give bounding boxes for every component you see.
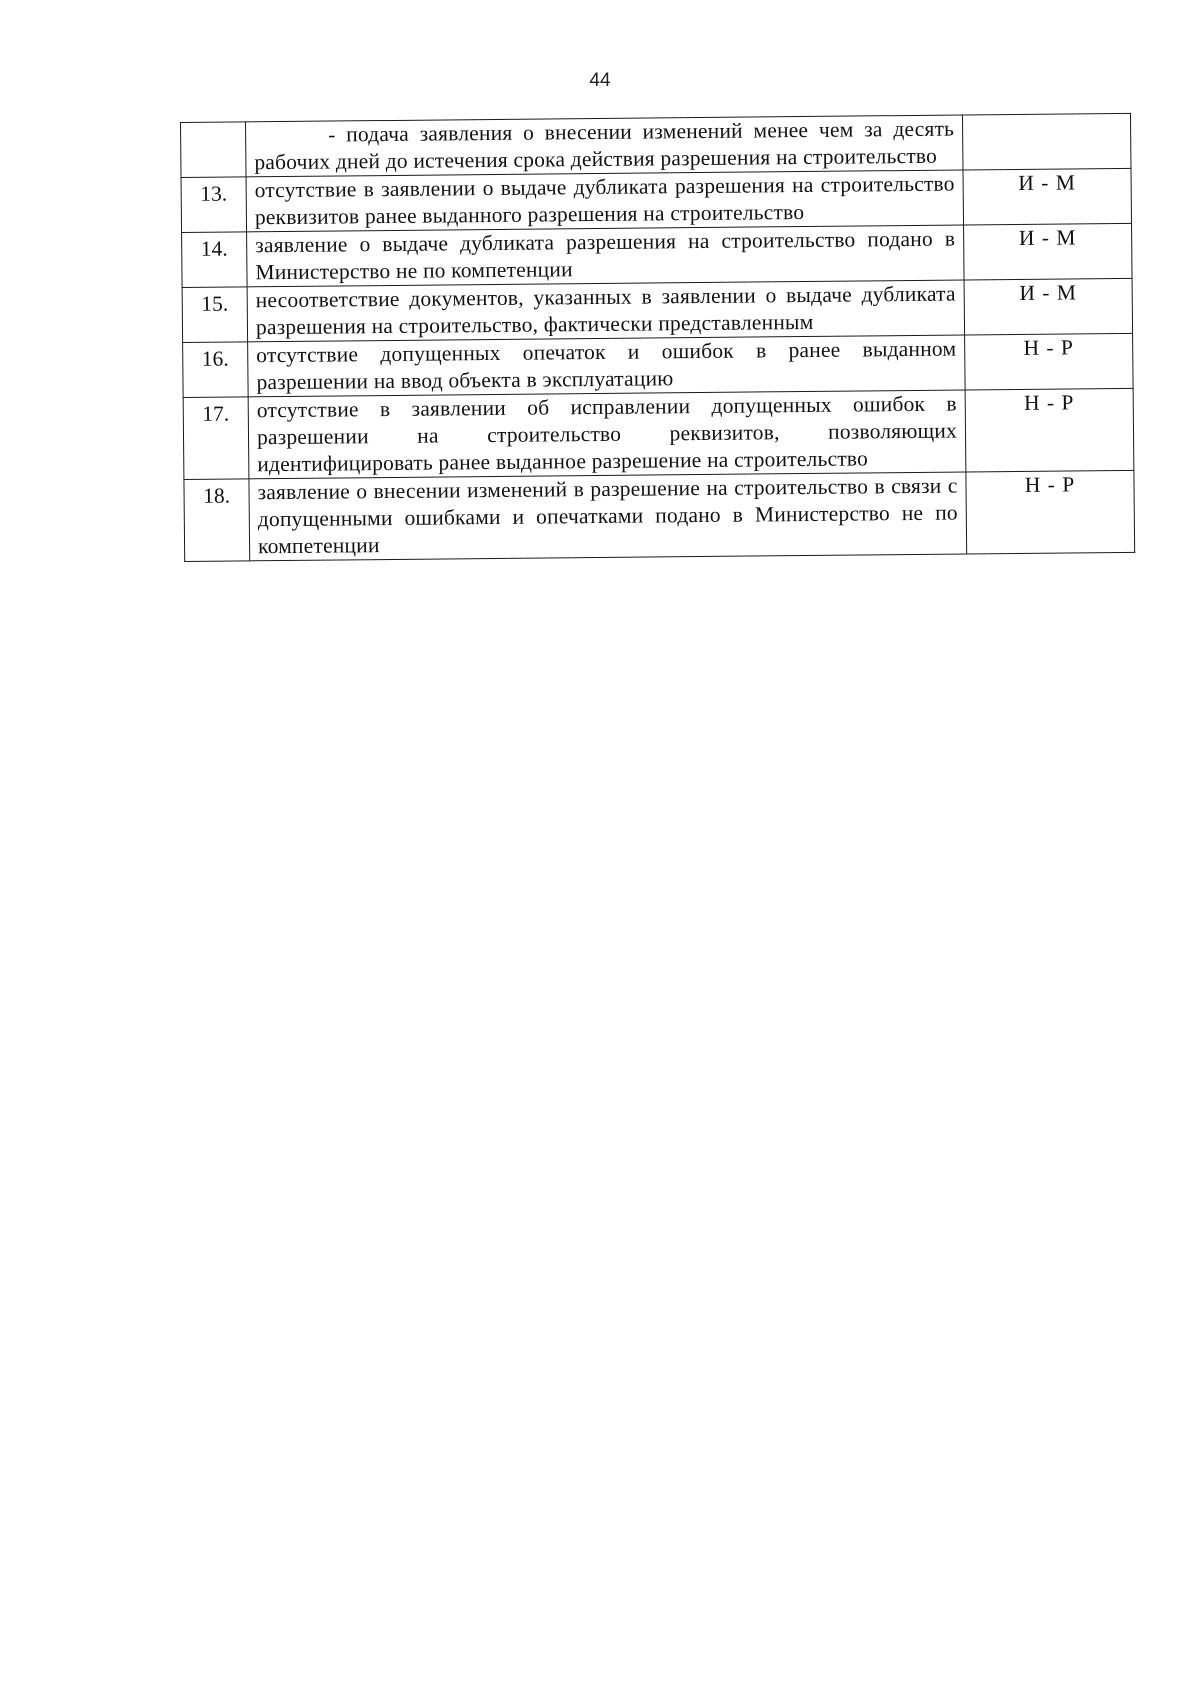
row-code: Н - Р (965, 333, 1134, 390)
table-row (183, 333, 1133, 397)
row-description: отсутствие допущенных опечаток и ошибок в ранее выданном разрешении на ввод объекта в эксплуатацию (248, 335, 965, 397)
row-number: 14. (182, 232, 248, 288)
row-number: 13. (181, 177, 247, 233)
row-number: 17. (183, 397, 249, 480)
row-description: отсутствие в заявлении о выдаче дубликата разрешения на строительство реквизитов ранее выданного разрешения на строительство (246, 170, 963, 232)
table-row (181, 113, 1131, 177)
row-code: Н - Р (965, 388, 1134, 472)
row-number: 18. (184, 479, 250, 562)
row-description: заявление о выдаче дубликата разрешения на строительство подано в Министерство не по компетенции (247, 225, 964, 287)
row-description: несоответствие документов, указанных в заявлении о выдаче дубликата разрешения на строительство, фактически представленным (247, 280, 964, 342)
table-row (183, 388, 1134, 479)
table-row (182, 223, 1132, 287)
document-table-wrapper (180, 113, 1135, 562)
row-code (962, 113, 1131, 170)
row-description: заявление о внесении изменений в разрешение на строительство в связи с допущенными ошибками и опечатками подано в Министерство не по компетенции (249, 472, 967, 561)
row-number: 16. (183, 342, 249, 398)
row-description: - подача заявления о внесении изменений менее чем за десять рабочих дней до истечения срока действия разрешения на строительство (246, 115, 963, 177)
row-description: отсутствие в заявлении об исправлении допущенных ошибок в разрешении на строительство реквизитов, позволяющих идентифицировать ранее выданное разрешение на строительство (248, 390, 966, 479)
row-number: 15. (182, 287, 248, 343)
refusal-grounds-table (180, 113, 1135, 562)
row-number (181, 122, 247, 178)
table-row (182, 278, 1132, 342)
row-code: И - М (964, 278, 1133, 335)
page-number: 44 (589, 70, 611, 91)
row-code: И - М (963, 168, 1132, 225)
row-code: И - М (964, 223, 1133, 280)
table-row (184, 470, 1135, 561)
row-code: Н - Р (966, 470, 1135, 554)
table-row (181, 168, 1131, 232)
